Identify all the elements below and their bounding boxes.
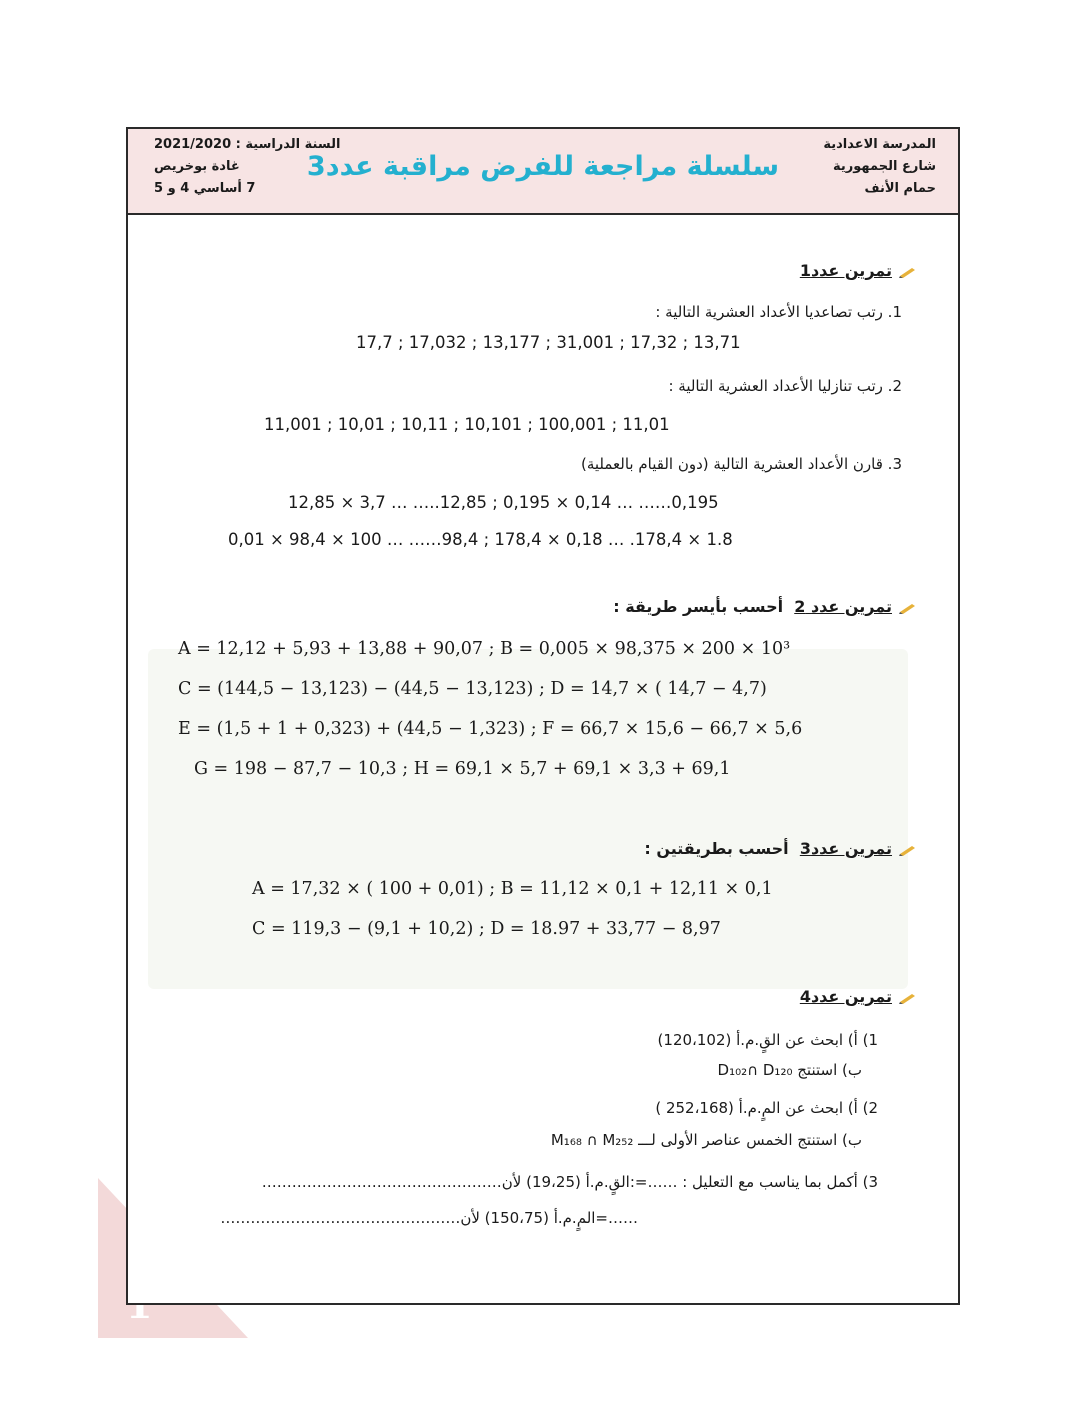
exercise-4-title: تمرين عدد4 bbox=[800, 987, 918, 1006]
school-line-3: حمام الأنف bbox=[864, 181, 936, 196]
exercise-4-question-1b: ب) استنتج D₁₀₂∩ D₁₂₀ bbox=[717, 1061, 862, 1079]
exercise-2-line-2: C = (144,5 − 13,123) − (44,5 − 13,123) ; D = 14,7 × ( 14,7 − 4,7) bbox=[178, 679, 767, 699]
school-line-1: المدرسة الاعدادية bbox=[823, 137, 936, 152]
pencil-icon bbox=[898, 844, 918, 856]
exercise-4-question-2a: 2) أ) ابحث عن المٍ.م.أ (252،168 ) bbox=[655, 1099, 878, 1117]
exercise-2-line-3: E = (1,5 + 1 + 0,323) + (44,5 − 1,323) ; F = 66,7 × 15,6 − 66,7 × 5,6 bbox=[178, 719, 803, 739]
exercise-3-line-2: C = 119,3 − (9,1 + 10,2) ; D = 18.97 + 33,77 − 8,97 bbox=[252, 919, 721, 939]
exercise-4-question-2b: ب) استنتج الخمس عناصر الأولى لـــ M₁₆₈ ∩ M₂₅₂ bbox=[550, 1131, 862, 1149]
pencil-icon bbox=[898, 266, 918, 278]
exercise-1-question-3: 3. قارن الأعداد العشرية التالية (دون القيام بالعملية) bbox=[580, 455, 902, 473]
exercise-2-line-1: A = 12,12 + 5,93 + 13,88 + 90,07 ; B = 0,005 × 98,375 × 200 × 10³ bbox=[178, 639, 791, 659]
exercise-1-compare-line-2: 0,01 × 98,4 × 100 … ……98,4 ; 178,4 × 0,18 … .178,4 × 1.8 bbox=[228, 530, 733, 549]
exercise-4-question-1a: 1) أ) ابحث عن القٍ.م.أ (120،102) bbox=[657, 1031, 878, 1049]
exercise-3-line-1: A = 17,32 × ( 100 + 0,01) ; B = 11,12 × 0,1 + 12,11 × 0,1 bbox=[252, 879, 773, 899]
exercise-1-values-1: 17,7 ; 17,032 ; 13,177 ; 31,001 ; 17,32 ; 13,71 bbox=[356, 333, 741, 352]
exercise-1-question-1: 1. رتب تصاعديا الأعداد العشرية التالية : bbox=[655, 303, 902, 321]
exercise-1-title: تمرين عدد1 bbox=[800, 261, 918, 280]
worksheet bbox=[126, 127, 960, 1305]
school-line-2: شارع الجمهورية bbox=[833, 159, 936, 174]
exercise-2-instruction: أحسب بأيسر طريقة : bbox=[613, 597, 784, 616]
worksheet-header bbox=[128, 129, 958, 215]
page-title: سلسلة مراجعة للفرض مراقبة عدد3 bbox=[306, 151, 780, 182]
exercise-3-title: تمرين عدد3 أحسب بطريقتين : bbox=[644, 839, 918, 858]
exercise-2-line-4: G = 198 − 87,7 − 10,3 ; H = 69,1 × 5,7 + 69,1 × 3,3 + 69,1 bbox=[194, 759, 731, 779]
pencil-icon bbox=[898, 992, 918, 1004]
exercise-1-values-2: 11,001 ; 10,01 ; 10,11 ; 10,101 ; 100,001 ; 11,01 bbox=[264, 415, 670, 434]
exercise-3-instruction: أحسب بطريقتين : bbox=[644, 839, 789, 858]
school-year: السنة الدراسية : 2021/2020 bbox=[154, 137, 341, 152]
pencil-icon bbox=[898, 602, 918, 614]
exercise-2-title: تمرين عدد 2 أحسب بأيسر طريقة : bbox=[613, 597, 918, 616]
exercise-1-compare-line-1: 12,85 × 3,7 … …..12,85 ; 0,195 × 0,14 … ……0,195 bbox=[288, 493, 719, 512]
exercise-4-question-3b: ……=المٍ.م.أ (150،75) لأن………………………………………… bbox=[220, 1209, 638, 1227]
class-level: 7 أساسي 4 و 5 bbox=[154, 181, 256, 196]
teacher-name: غادة بوخريص bbox=[154, 159, 240, 174]
exercise-4-question-3a: 3) أكمل بما يناسب مع التعليل : ……=:القٍ.م.أ (19،25) لأن………………………………………… bbox=[261, 1173, 878, 1191]
exercise-1-question-2: 2. رتب تنازليا الأعداد العشرية التالية : bbox=[668, 377, 902, 395]
